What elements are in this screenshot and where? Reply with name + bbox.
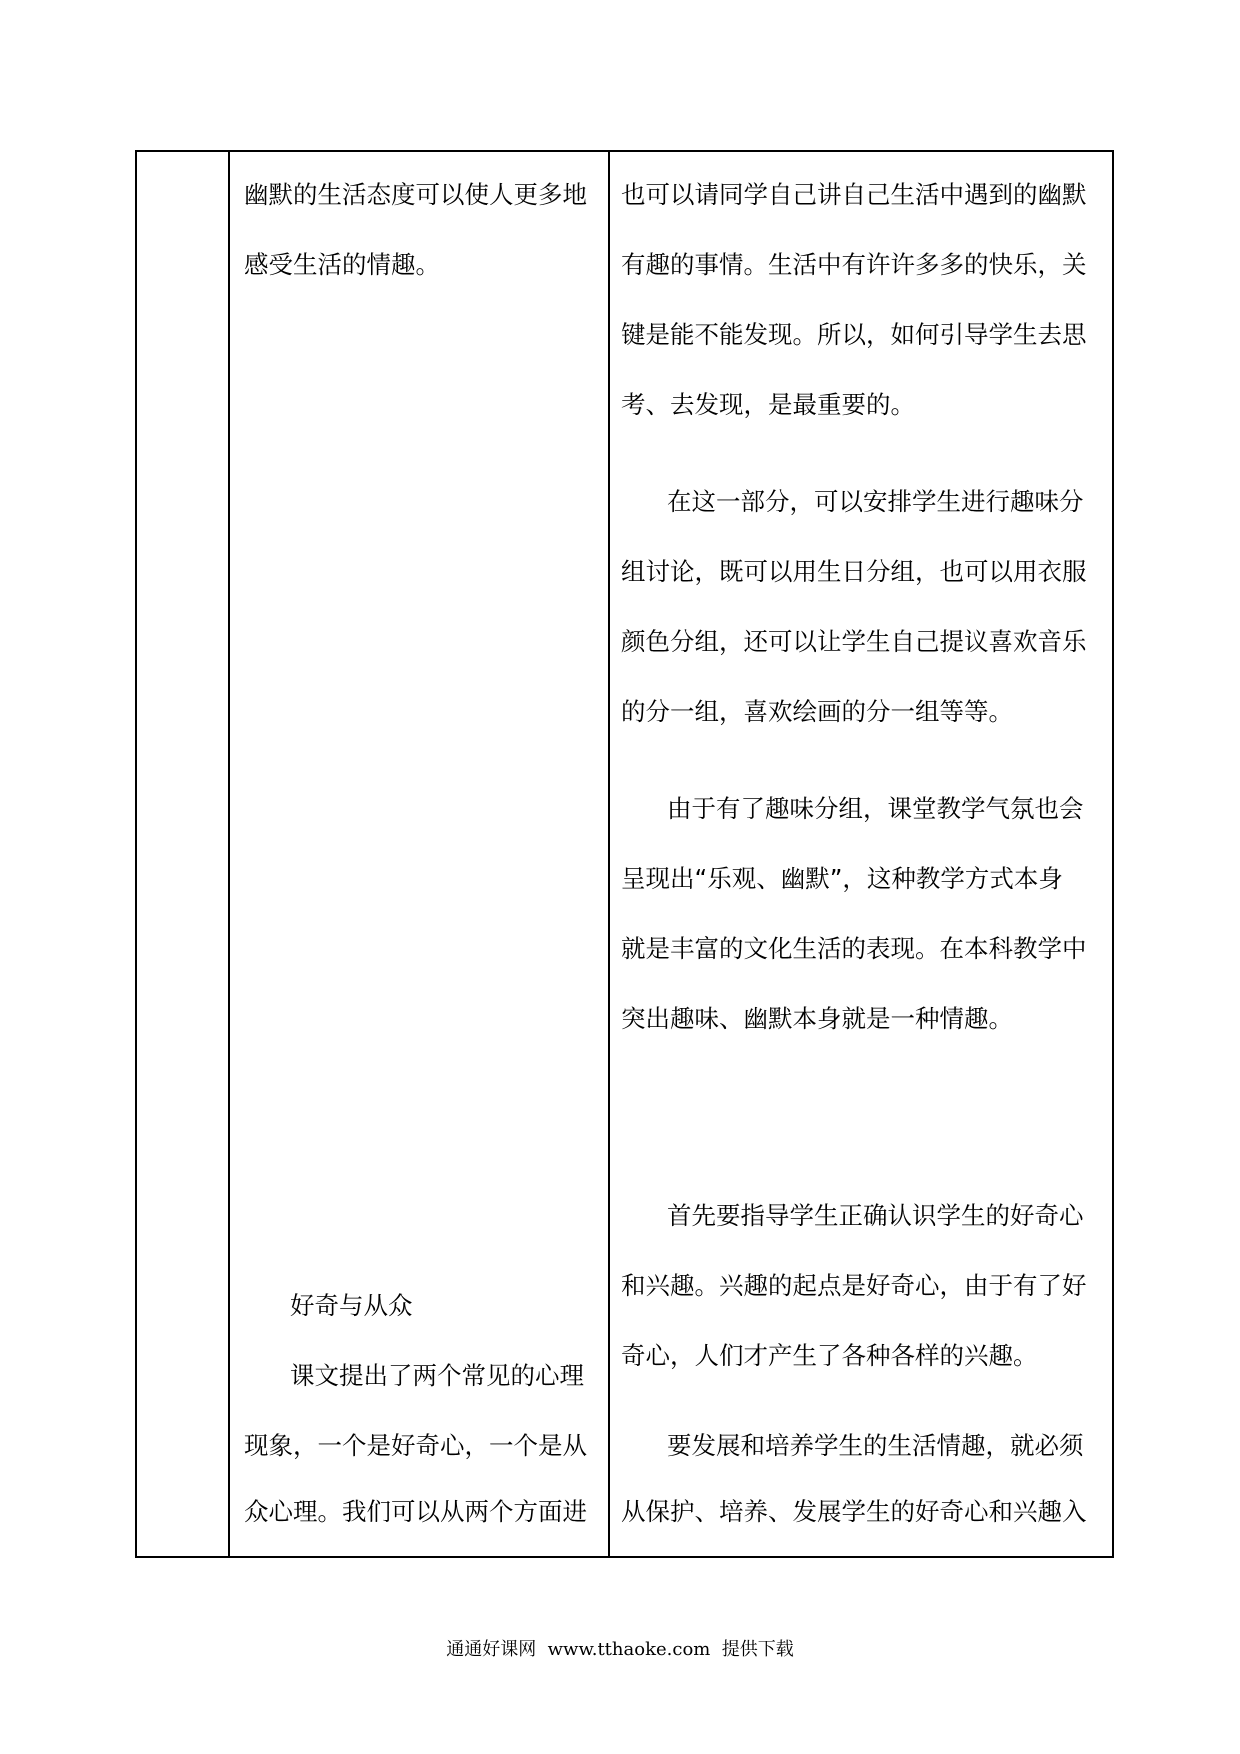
right-line: 在这一部分，可以安排学生进行趣味分 xyxy=(667,487,1084,516)
right-line: 要发展和培养学生的生活情趣，就必须 xyxy=(667,1431,1084,1460)
column-divider-left xyxy=(228,152,230,1556)
middle-line: 众心理。我们可以从两个方面进 xyxy=(244,1497,587,1526)
right-line: 颜色分组，还可以让学生自己提议喜欢音乐 xyxy=(621,627,1087,656)
page-footer: 通通好课网 www.tthaoke.com 提供下载 xyxy=(446,1639,794,1660)
right-line: 从保护、培养、发展学生的好奇心和兴趣入 xyxy=(621,1497,1087,1526)
right-line: 突出趣味、幽默本身就是一种情趣。 xyxy=(621,1004,1013,1033)
right-line: 和兴趣。兴趣的起点是好奇心，由于有了好 xyxy=(621,1271,1087,1300)
right-line: 首先要指导学生正确认识学生的好奇心 xyxy=(667,1201,1084,1230)
right-line: 有趣的事情。生活中有许许多多的快乐，关 xyxy=(621,250,1087,279)
middle-column xyxy=(244,152,596,1556)
right-line: 就是丰富的文化生活的表现。在本科教学中 xyxy=(621,934,1087,963)
middle-line: 幽默的生活态度可以使人更多地 xyxy=(244,180,587,209)
section-heading: 好奇与从众 xyxy=(290,1291,413,1320)
right-line: 由于有了趣味分组，课堂教学气氛也会 xyxy=(667,794,1084,823)
right-column xyxy=(621,152,1105,1556)
right-line: 考、去发现，是最重要的。 xyxy=(621,390,915,419)
right-line: 奇心，人们才产生了各种各样的兴趣。 xyxy=(621,1341,1038,1370)
right-line: 也可以请同学自己讲自己生活中遇到的幽默 xyxy=(621,180,1087,209)
middle-line: 感受生活的情趣。 xyxy=(244,250,440,279)
right-line: 的分一组，喜欢绘画的分一组等等。 xyxy=(621,697,1013,726)
right-line: 呈现出“乐观、幽默”，这种教学方式本身 xyxy=(621,864,1063,893)
right-line: 组讨论，既可以用生日分组，也可以用衣服 xyxy=(621,557,1087,586)
lesson-table xyxy=(135,150,1114,1558)
column-divider-right xyxy=(608,152,610,1556)
middle-line: 现象，一个是好奇心，一个是从 xyxy=(244,1431,587,1460)
middle-line: 课文提出了两个常见的心理 xyxy=(290,1361,584,1390)
right-line: 键是能不能发现。所以，如何引导学生去思 xyxy=(621,320,1087,349)
